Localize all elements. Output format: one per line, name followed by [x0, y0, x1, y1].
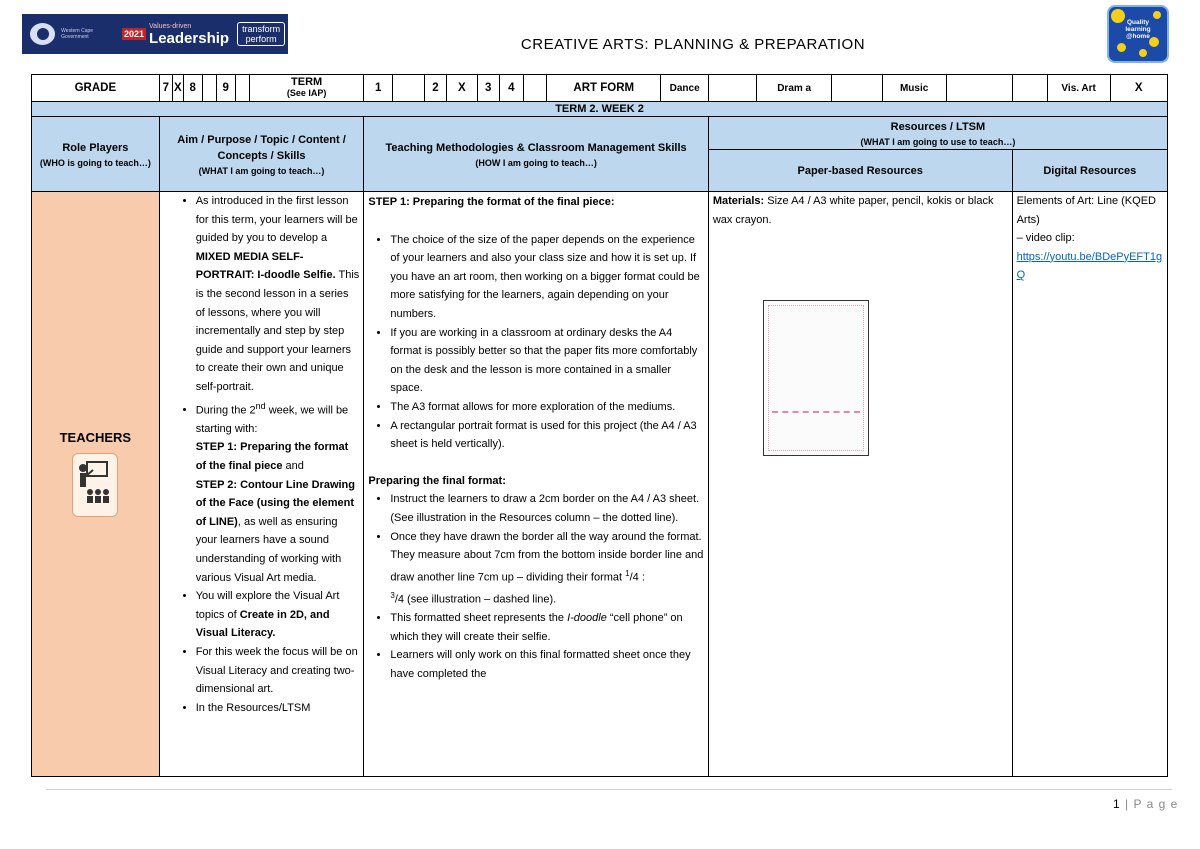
term-3: 3	[477, 75, 499, 102]
drama-mark	[832, 75, 883, 102]
video-clip-label: – video clip:	[1016, 232, 1075, 245]
term-4: 4	[499, 75, 523, 102]
logo-values: Values-driven	[149, 22, 192, 30]
grade-7: 7	[159, 75, 172, 102]
aim-item: • For this week the focus will be on Visual Literacy and creating two-dimensional art.	[196, 643, 360, 699]
method-item: • Instruct the learners to draw a 2cm border on the A4 / A3 sheet. (See illustration in the Resources column – the dotted line).	[390, 490, 703, 527]
grade-7-mark: X	[172, 75, 183, 102]
music-label: Music	[882, 75, 946, 102]
drama-label: Dram a	[757, 75, 832, 102]
teacher-icon	[72, 453, 118, 517]
aim-header: Aim / Purpose / Topic / Content / Concepts / Skills (WHAT I am going to teach…)	[159, 117, 364, 192]
week-label: TERM 2. WEEK 2	[32, 102, 1168, 117]
quality-learning-badge	[1107, 5, 1169, 63]
video-link[interactable]: https://youtu.be/BDePyEFT1gQ	[1016, 250, 1163, 282]
term-1-mark	[392, 75, 424, 102]
art-form-label: ART FORM	[547, 75, 661, 102]
term-4-mark	[523, 75, 546, 102]
aim-item: • As introduced in the first lesson for this term, your learners will be guided by you to develop a MIXED MEDIA SELF-PORTRAIT: I-doodle Selfie. This is the second lesson in a series of lessons, where you will incrementally and step by step guide and support your learners to create their own and unique self-portrait.	[196, 192, 360, 397]
grade-label: GRADE	[32, 75, 160, 102]
role-player-label: TEACHERS	[59, 430, 132, 445]
grade-8: 8	[183, 75, 202, 102]
format-illustration	[763, 300, 869, 456]
teachers-cell	[32, 192, 160, 777]
grade-row	[32, 75, 1168, 102]
vis-art-label: Vis. Art	[1047, 75, 1110, 102]
aim-item: • In the Resources/LTSM	[196, 699, 360, 718]
dance-label: Dance	[661, 75, 708, 102]
method-heading-step1: STEP 1: Preparing the format of the final piece:	[368, 196, 615, 208]
paper-resources-cell	[708, 192, 1012, 777]
aim-item: • You will explore the Visual Art topics of Create in 2D, and Visual Literacy.	[196, 587, 360, 643]
method-item: • A rectangular portrait format is used for this project (the A4 / A3 sheet is held vertically).	[390, 417, 703, 454]
page-title: CREATIVE ARTS: PLANNING & PREPARATION	[520, 36, 866, 53]
role-players-header: Role Players (WHO is going to teach…)	[32, 117, 160, 192]
term-2-mark: X	[446, 75, 477, 102]
term-label: TERM (See IAP)	[249, 75, 363, 102]
vis-art-mark: X	[1110, 75, 1167, 102]
logo-year: 2021	[124, 29, 145, 39]
page-number: 1 | P a g e	[1113, 797, 1179, 811]
aim-item: • During the 2nd week, we will be starting with: STEP 1: Preparing the format of the final piece and STEP 2: Contour Line Drawing of the Face (using the element of LINE), as well as ensuring your learners have a sound understanding of working with various Visual Art media.	[196, 397, 360, 588]
spacer	[1012, 75, 1047, 102]
method-item: • This formatted sheet represents the I-doodle “cell phone” on which they will create their selfie.	[390, 609, 703, 646]
paper-resources-header: Paper-based Resources	[708, 150, 1012, 192]
aim-cell	[159, 192, 364, 777]
footer-divider	[46, 789, 1172, 790]
method-cell	[364, 192, 708, 777]
digital-resource-text: Elements of Art: Line (KQED Arts)	[1016, 195, 1156, 226]
column-headers-1	[32, 117, 1168, 150]
digital-resources-header: Digital Resources	[1012, 150, 1167, 192]
week-row	[32, 102, 1168, 117]
method-item: • If you are working in a classroom at ordinary desks the A4 format is possibly better so that the paper fits more comfortably on the desk and the lesson is more contained in a smaller space.	[390, 324, 703, 398]
music-mark	[946, 75, 1012, 102]
dance-mark	[708, 75, 756, 102]
method-header: Teaching Methodologies & Classroom Management Skills (HOW I am going to teach…)	[364, 117, 708, 192]
planning-table	[31, 74, 1168, 777]
logo-leadership: Leadership	[149, 29, 230, 47]
grade-9-mark	[235, 75, 249, 102]
term-2: 2	[424, 75, 446, 102]
method-item: • The A3 format allows for more exploration of the mediums.	[390, 398, 703, 417]
transform-perform-logo: transform perform	[237, 22, 285, 46]
content-row	[32, 192, 1168, 777]
term-1: 1	[364, 75, 393, 102]
method-item: • Once they have drawn the border all the way around the format. They measure about 7cm from the bottom inside border line and draw another line 7cm up – dividing their format $^1$/4 : $^3$/4 (see illustration – dashed line).	[390, 528, 703, 610]
grade-9: 9	[216, 75, 235, 102]
digital-resources-cell	[1012, 192, 1167, 777]
method-item: • Learners will only work on this final formatted sheet once they have completed the	[390, 646, 703, 683]
grade-8-mark	[202, 75, 216, 102]
method-heading-final-format: Preparing the final format:	[368, 474, 506, 487]
resources-header: Resources / LTSM (WHAT I am going to use to teach…)	[708, 117, 1167, 150]
method-item: • The choice of the size of the paper depends on the experience of your learners and also your class size and how it is set up. If you have an art room, then working on a bigger format could be more satisfying for the learners, again depending on your numbers.	[390, 231, 703, 324]
materials-text: Materials: Size A4 / A3 white paper, pencil, kokis or black wax crayon.	[712, 195, 994, 226]
wcg-text: Western Cape Government	[61, 28, 94, 40]
badge-text: Quality learning @home	[1125, 19, 1151, 40]
